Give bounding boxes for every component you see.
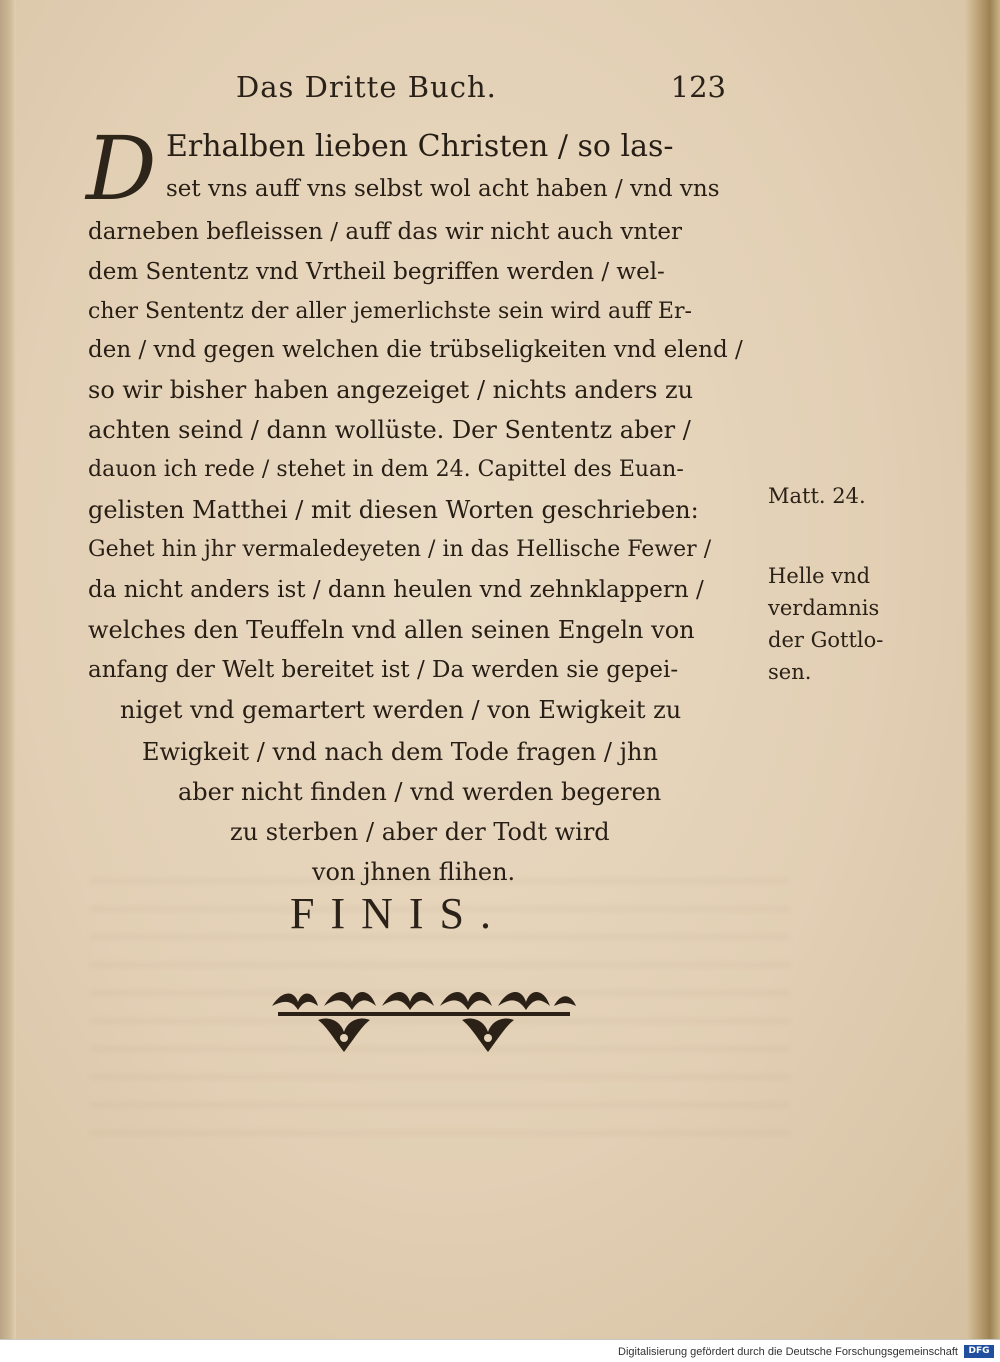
text-line: da nicht anders ist / dann heulen vnd zehnklappern /: [88, 577, 704, 603]
text-line: cher Sententz der aller jemerlichste sein wird auff Er-: [88, 299, 692, 324]
text-line: Erhalben lieben Christen / so las-: [166, 129, 674, 164]
text-line: gelisten Matthei / mit diesen Worten geschrieben:: [88, 496, 699, 524]
text-line: welches den Teuffeln vnd allen seinen Engeln von: [88, 616, 695, 644]
finis-heading: FINIS.: [290, 889, 508, 938]
text-line: aber nicht finden / vnd werden begeren: [178, 778, 662, 806]
text-line: anfang der Welt bereitet ist / Da werden sie gepei-: [88, 657, 679, 683]
margin-note-line: sen.: [768, 660, 812, 684]
margin-note-line: verdamnis: [768, 596, 880, 620]
text-line: von jhnen flihen.: [312, 858, 516, 886]
margin-reference: Matt. 24.: [768, 484, 866, 508]
footer-bar: [0, 1339, 1000, 1362]
running-title: Das Dritte Buch.: [236, 70, 497, 104]
decorated-initial: D: [86, 117, 157, 220]
text-line: zu sterben / aber der Todt wird: [230, 818, 610, 846]
footer-credit: Digitalisierung gefördert durch die Deutsche Forschungsgemeinschaft: [618, 1346, 958, 1358]
text-line: dem Sententz vnd Vrtheil begriffen werden / wel-: [88, 259, 665, 285]
text-line: Ewigkeit / vnd nach dem Tode fragen / jhn: [142, 738, 658, 766]
margin-note-line: der Gottlo-: [768, 628, 884, 652]
margin-note-line: Helle vnd: [768, 564, 871, 588]
dfg-logo: DFG: [964, 1345, 994, 1358]
text-line: achten seind / dann wollüste. Der Sententz aber /: [88, 416, 691, 444]
text-line: set vns auff vns selbst wol acht haben / vnd vns: [166, 176, 720, 202]
text-line: niget vnd gemartert werden / von Ewigkeit zu: [120, 696, 682, 724]
text-line: Gehet hin jhr vermaledeyeten / in das Hellische Fewer /: [88, 537, 712, 562]
page-number: 123: [670, 70, 726, 104]
text-line: dauon ich rede / stehet in dem 24. Capittel des Euan-: [88, 457, 684, 482]
ornament-icon: [268, 976, 580, 1058]
text-line: darneben befleissen / auff das wir nicht auch vnter: [88, 219, 683, 245]
text-line: so wir bisher haben angezeiget / nichts anders zu: [88, 376, 694, 404]
text-line: den / vnd gegen welchen die trübseligkeiten vnd elend /: [88, 337, 743, 363]
